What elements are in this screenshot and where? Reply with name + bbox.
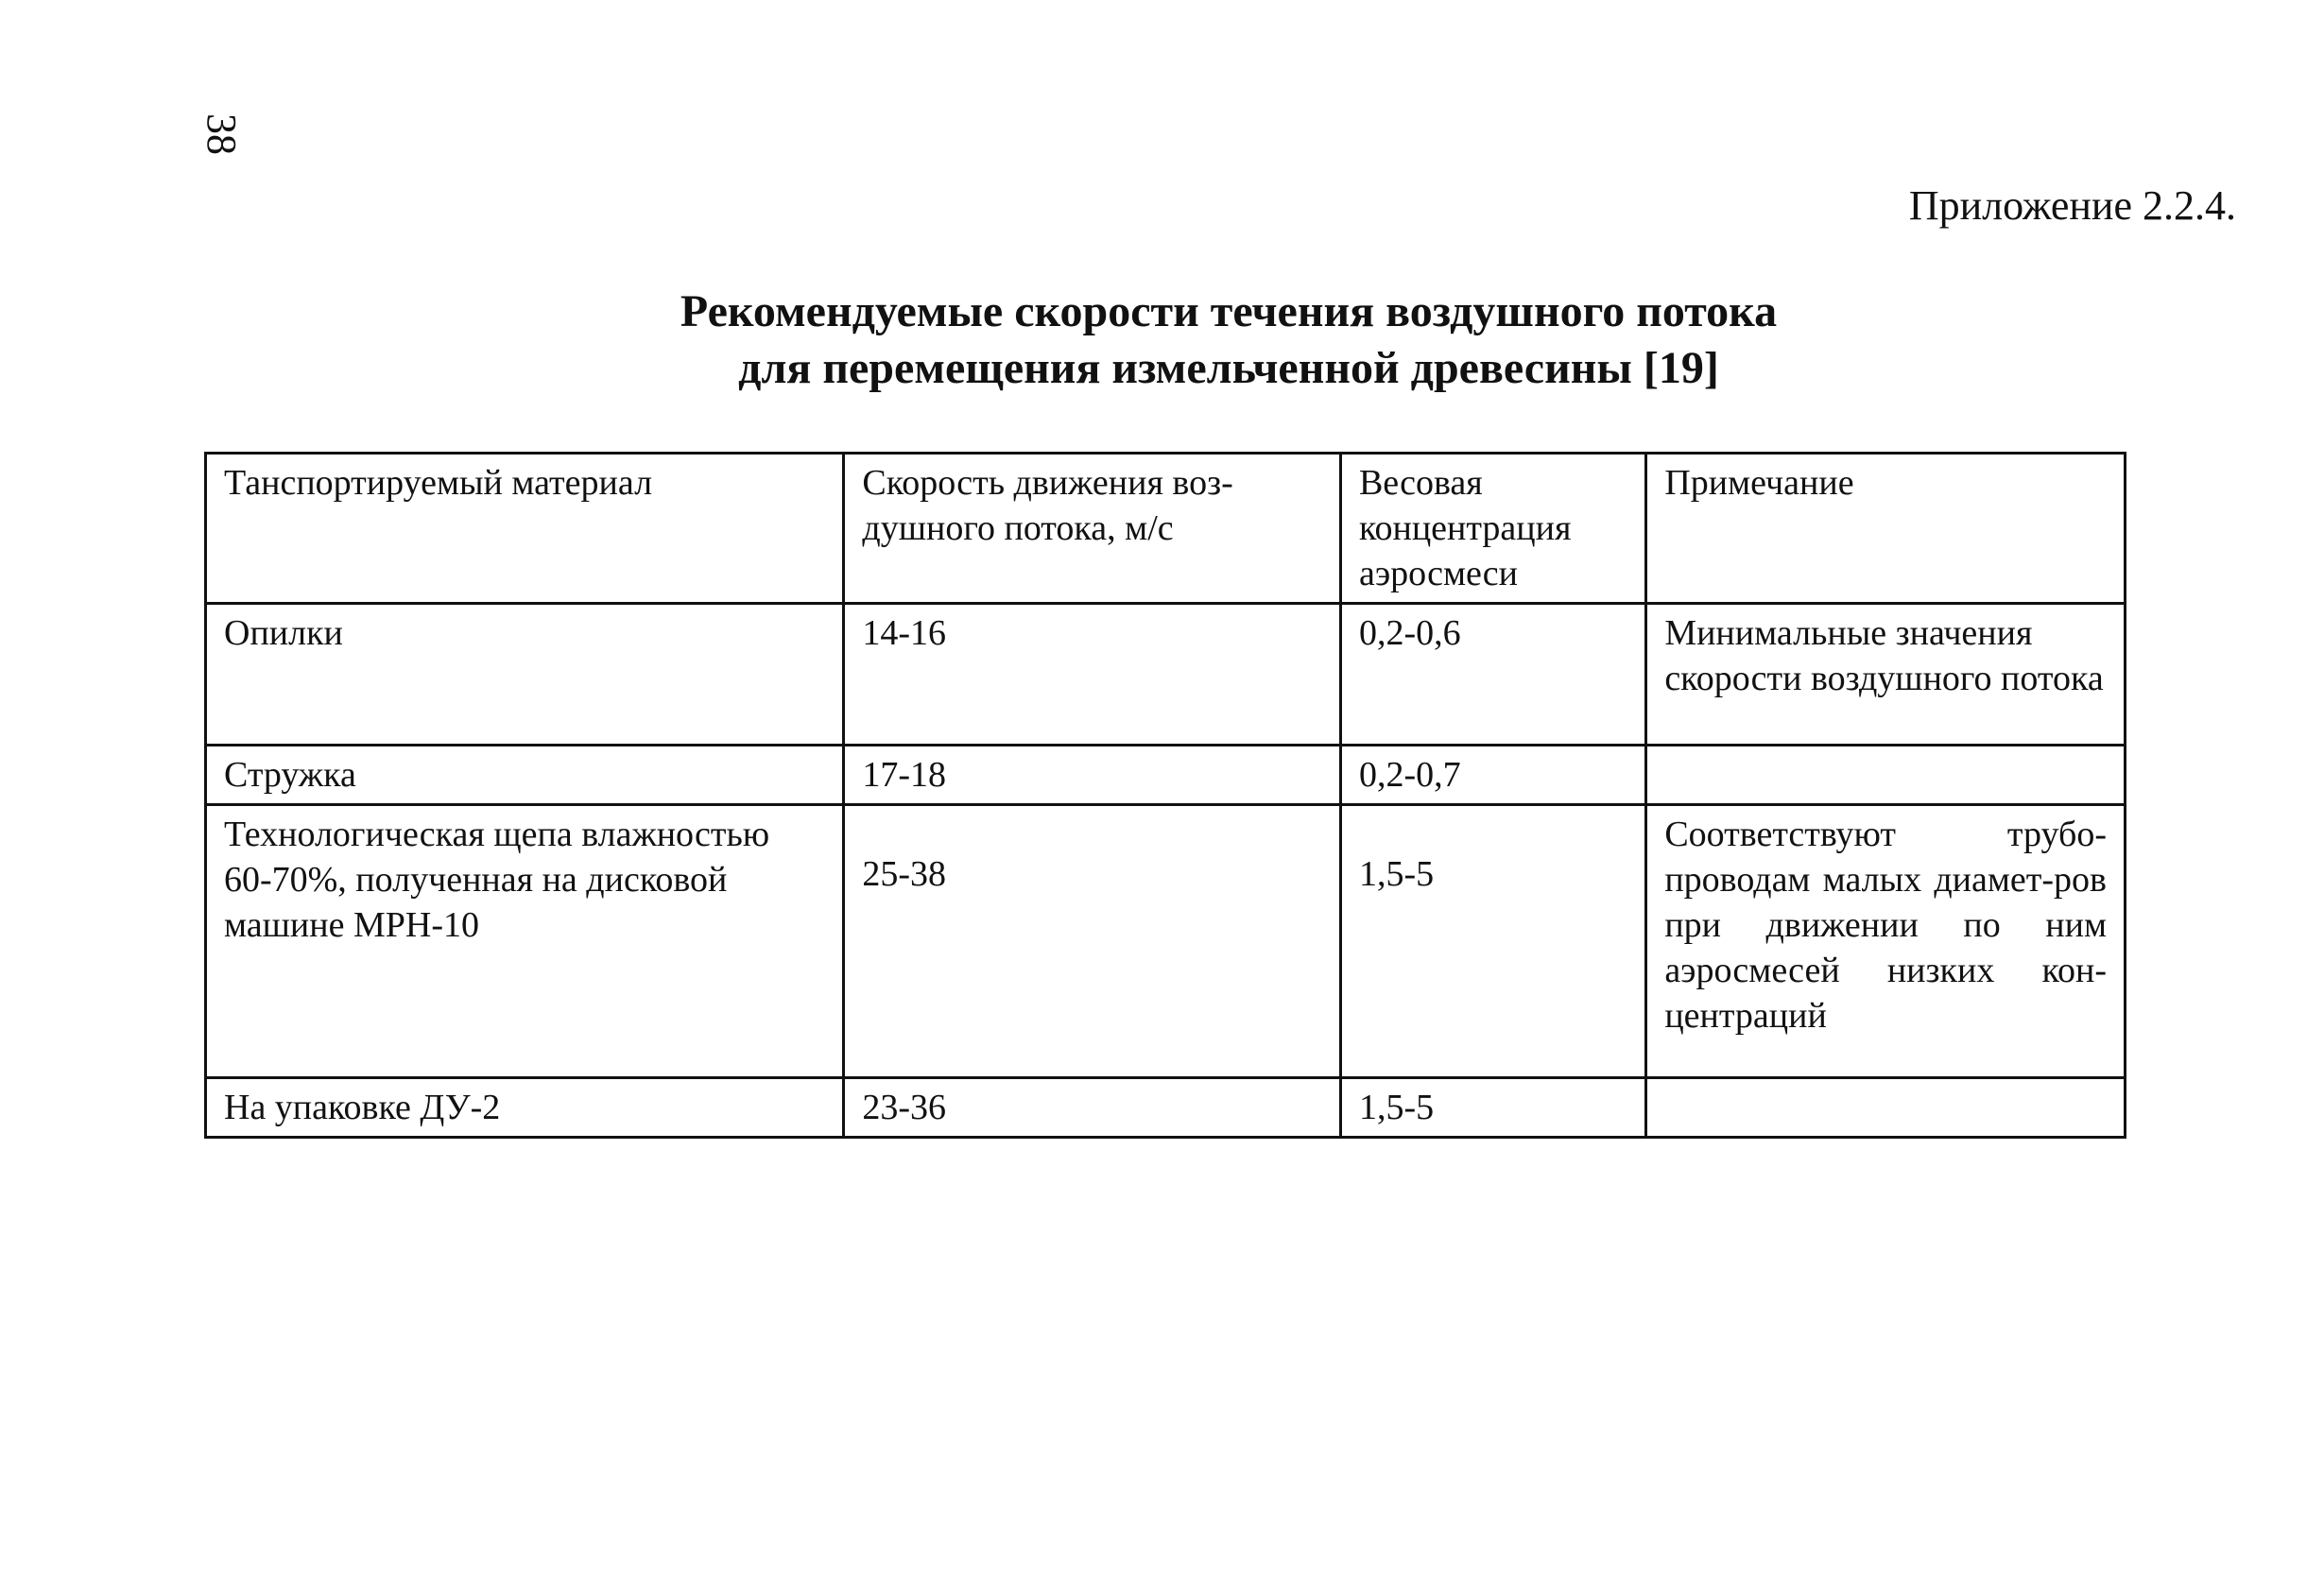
table-row [206, 805, 2126, 1078]
cell-material: Опилки [206, 604, 844, 746]
cell-material: На упаковке ДУ-2 [206, 1078, 844, 1138]
cell-material: Стружка [206, 746, 844, 805]
table-header-row [206, 454, 2126, 604]
document-title [0, 283, 2324, 397]
table-row [206, 604, 2126, 746]
cell-note: Соответствуют трубо-проводам малых диамет-ров при движении по ним аэросмесей низких кон-центраций [1646, 805, 2126, 1078]
header-note: Примечание [1646, 454, 2126, 604]
page-number: 38 [198, 113, 245, 155]
header-speed: Скорость движения воз-душного потока, м/с [844, 454, 1341, 604]
cell-concentration: 1,5-5 [1340, 805, 1645, 1078]
cell-note [1646, 746, 2126, 805]
cell-speed: 25-38 [844, 805, 1341, 1078]
cell-concentration: 1,5-5 [1340, 1078, 1645, 1138]
title-line-1: Рекомендуемые скорости течения воздушного потока [680, 286, 1778, 336]
cell-speed: 14-16 [844, 604, 1341, 746]
cell-concentration: 0,2-0,6 [1340, 604, 1645, 746]
cell-concentration: 0,2-0,7 [1340, 746, 1645, 805]
appendix-label: Приложение 2.2.4. [1908, 182, 2236, 229]
table-row [206, 746, 2126, 805]
title-line-2: для перемещения измельченной древесины [19] [738, 343, 1719, 393]
cell-material: Технологическая щепа влажностью 60-70%, полученная на дисковой машине МРН-10 [206, 805, 844, 1078]
table-row [206, 1078, 2126, 1138]
cell-note [1646, 1078, 2126, 1138]
header-material: Танспортируемый материал [206, 454, 844, 604]
air-speed-table [204, 452, 2126, 1139]
cell-speed: 23-36 [844, 1078, 1341, 1138]
header-concentration: Весовая концентрация аэросмеси [1340, 454, 1645, 604]
cell-speed: 17-18 [844, 746, 1341, 805]
cell-note: Минимальные значения скорости воздушного потока [1646, 604, 2126, 746]
